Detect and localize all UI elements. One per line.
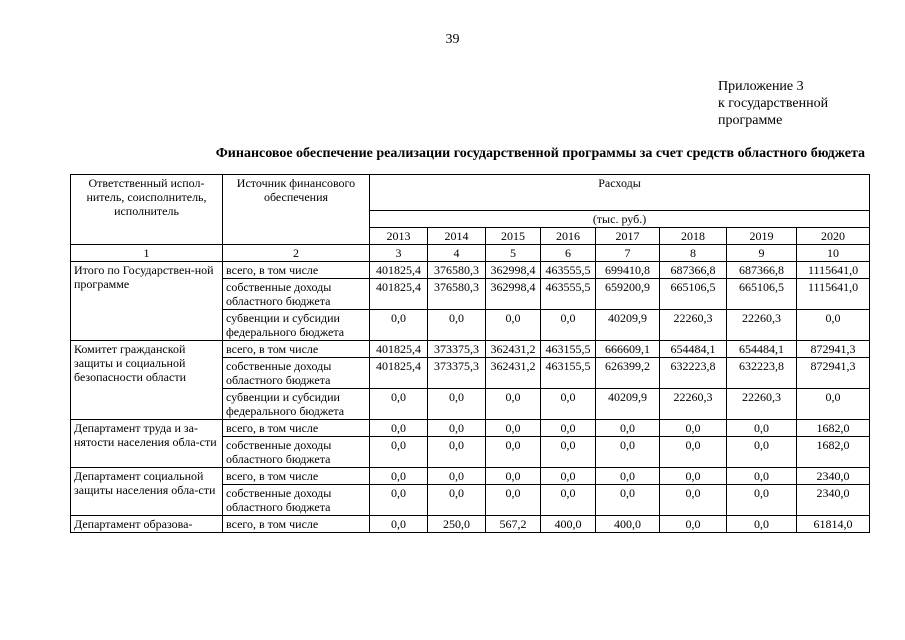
table-row [71, 516, 870, 533]
expense-value: 0,0 [596, 485, 660, 516]
responsible-executor: Департамент образова- [71, 516, 223, 533]
table-row [71, 420, 870, 437]
expense-value: 0,0 [727, 468, 797, 485]
expense-value: 0,0 [370, 310, 428, 341]
col-number: 6 [541, 245, 596, 262]
expense-value: 1115641,0 [797, 279, 870, 310]
year-header: 2017 [596, 228, 660, 245]
expense-value: 0,0 [727, 437, 797, 468]
expense-value: 400,0 [541, 516, 596, 533]
funding-source: всего, в том числе [223, 341, 370, 358]
year-header: 2019 [727, 228, 797, 245]
expense-value: 0,0 [727, 485, 797, 516]
year-header: 2018 [660, 228, 727, 245]
expense-value: 22260,3 [727, 389, 797, 420]
expense-value: 362998,4 [486, 279, 541, 310]
expense-value: 373375,3 [428, 341, 486, 358]
col-number: 4 [428, 245, 486, 262]
expense-value: 2340,0 [797, 485, 870, 516]
expense-value: 0,0 [797, 389, 870, 420]
expense-value: 362998,4 [486, 262, 541, 279]
expense-value: 2340,0 [797, 468, 870, 485]
expense-value: 61814,0 [797, 516, 870, 533]
expense-value: 0,0 [370, 420, 428, 437]
expense-value: 0,0 [428, 437, 486, 468]
expense-value: 22260,3 [660, 389, 727, 420]
header-unit: (тыс. руб.) [370, 211, 870, 228]
responsible-executor: Департамент труда и за-нятости населения обла-сти [71, 420, 223, 468]
expense-value: 0,0 [370, 468, 428, 485]
expense-value: 376580,3 [428, 262, 486, 279]
year-header: 2015 [486, 228, 541, 245]
expense-value: 0,0 [541, 485, 596, 516]
appendix-note [718, 78, 828, 129]
year-header: 2016 [541, 228, 596, 245]
header-responsible: Ответственный испол-нитель, соисполнитель, исполнитель [71, 175, 223, 245]
expense-value: 463555,5 [541, 279, 596, 310]
expense-value: 0,0 [660, 468, 727, 485]
expense-value: 401825,4 [370, 341, 428, 358]
year-header: 2014 [428, 228, 486, 245]
col-number: 8 [660, 245, 727, 262]
table-row [71, 262, 870, 279]
year-header: 2020 [797, 228, 870, 245]
col-number: 9 [727, 245, 797, 262]
funding-source: собственные доходы областного бюджета [223, 485, 370, 516]
expense-value: 0,0 [596, 468, 660, 485]
funding-source: собственные доходы областного бюджета [223, 358, 370, 389]
expense-value: 22260,3 [660, 310, 727, 341]
expense-value: 0,0 [370, 485, 428, 516]
expense-value: 0,0 [596, 437, 660, 468]
expense-value: 0,0 [486, 437, 541, 468]
col-number: 3 [370, 245, 428, 262]
expense-value: 654484,1 [727, 341, 797, 358]
expense-value: 665106,5 [727, 279, 797, 310]
expense-value: 22260,3 [727, 310, 797, 341]
expense-value: 0,0 [370, 516, 428, 533]
funding-source: субвенции и субсидии федерального бюджета [223, 389, 370, 420]
expense-value: 699410,8 [596, 262, 660, 279]
funding-source: всего, в том числе [223, 262, 370, 279]
expense-value: 1682,0 [797, 437, 870, 468]
expense-value: 0,0 [541, 420, 596, 437]
funding-source: всего, в том числе [223, 420, 370, 437]
expense-value: 665106,5 [660, 279, 727, 310]
col-number: 7 [596, 245, 660, 262]
expense-value: 0,0 [486, 389, 541, 420]
expense-value: 626399,2 [596, 358, 660, 389]
expense-value: 0,0 [370, 437, 428, 468]
header-source: Источник финансового обеспечения [223, 175, 370, 245]
expense-value: 0,0 [596, 420, 660, 437]
appendix-line: к государственной [718, 96, 829, 111]
col-number: 1 [71, 245, 223, 262]
page-number: 39 [445, 32, 460, 47]
expense-value: 0,0 [797, 310, 870, 341]
expense-value: 463155,5 [541, 341, 596, 358]
expense-value: 0,0 [541, 468, 596, 485]
expense-value: 0,0 [541, 437, 596, 468]
document-title: Финансовое обеспечение реализации государственной программы за счет средств областного бюджета [215, 146, 865, 161]
expense-value: 40209,9 [596, 310, 660, 341]
expense-value: 401825,4 [370, 279, 428, 310]
expense-value: 0,0 [486, 485, 541, 516]
responsible-executor: Департамент социальной защиты населения обла-сти [71, 468, 223, 516]
expense-value: 0,0 [486, 468, 541, 485]
expense-value: 401825,4 [370, 358, 428, 389]
expense-value: 0,0 [727, 516, 797, 533]
expense-value: 666609,1 [596, 341, 660, 358]
expense-value: 687366,8 [727, 262, 797, 279]
expense-value: 0,0 [486, 420, 541, 437]
funding-source: собственные доходы областного бюджета [223, 437, 370, 468]
expense-value: 0,0 [541, 310, 596, 341]
expense-value: 654484,1 [660, 341, 727, 358]
expense-value: 0,0 [660, 437, 727, 468]
expense-value: 0,0 [660, 420, 727, 437]
expense-value: 0,0 [428, 485, 486, 516]
funding-source: всего, в том числе [223, 468, 370, 485]
expense-value: 0,0 [428, 310, 486, 341]
expense-value: 1115641,0 [797, 262, 870, 279]
col-number: 2 [223, 245, 370, 262]
funding-source: всего, в том числе [223, 516, 370, 533]
expense-value: 0,0 [660, 485, 727, 516]
expense-value: 632223,8 [727, 358, 797, 389]
appendix-line: программе [718, 113, 783, 128]
expense-value: 872941,3 [797, 358, 870, 389]
responsible-executor: Итого по Государствен-ной программе [71, 262, 223, 341]
table-row [71, 341, 870, 358]
expense-value: 687366,8 [660, 262, 727, 279]
table-row [71, 468, 870, 485]
expense-value: 872941,3 [797, 341, 870, 358]
expense-value: 567,2 [486, 516, 541, 533]
col-number: 5 [486, 245, 541, 262]
expense-value: 401825,4 [370, 262, 428, 279]
expense-value: 40209,9 [596, 389, 660, 420]
header-expenses: Расходы [370, 175, 870, 211]
expense-value: 376580,3 [428, 279, 486, 310]
funding-source: собственные доходы областного бюджета [223, 279, 370, 310]
expense-value: 373375,3 [428, 358, 486, 389]
expense-value: 400,0 [596, 516, 660, 533]
financing-table [70, 174, 870, 533]
expense-value: 0,0 [370, 389, 428, 420]
expense-value: 0,0 [486, 310, 541, 341]
expense-value: 1682,0 [797, 420, 870, 437]
col-number: 10 [797, 245, 870, 262]
expense-value: 463555,5 [541, 262, 596, 279]
expense-value: 0,0 [428, 420, 486, 437]
expense-value: 632223,8 [660, 358, 727, 389]
year-header: 2013 [370, 228, 428, 245]
expense-value: 463155,5 [541, 358, 596, 389]
expense-value: 250,0 [428, 516, 486, 533]
expense-value: 0,0 [541, 389, 596, 420]
responsible-executor: Комитет гражданской защиты и социальной безопасности области [71, 341, 223, 420]
expense-value: 0,0 [428, 468, 486, 485]
expense-value: 0,0 [660, 516, 727, 533]
appendix-line: Приложение 3 [718, 79, 804, 94]
expense-value: 362431,2 [486, 341, 541, 358]
expense-value: 0,0 [727, 420, 797, 437]
expense-value: 362431,2 [486, 358, 541, 389]
expense-value: 659200,9 [596, 279, 660, 310]
funding-source: субвенции и субсидии федерального бюджета [223, 310, 370, 341]
expense-value: 0,0 [428, 389, 486, 420]
